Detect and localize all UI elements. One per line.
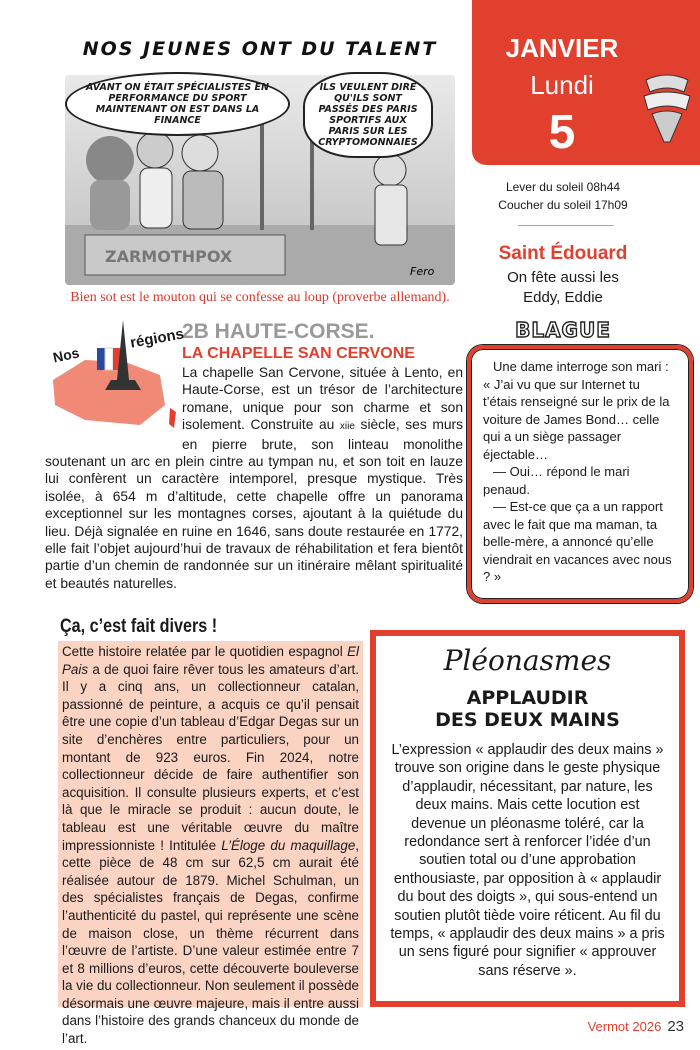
sun-times [472,178,654,214]
painting-title: L’Éloge du maquillage [221,837,356,853]
weekday: Lundi [530,70,594,100]
nos-regions-logo [45,312,186,438]
fait-divers-text: a de quoi faire rêver tous les amateurs d’art. Il y a cinq ans, un collectionneur catalan, passionné de peinture, a acquis ce qu’il pensait être une copie d’un tableau d’Edgar Degas sur un site d’enchères entre particuliers, pour un montant de 923 euros. Fin 2024, notre collectionneur décide de faire authentifier son acquisition. Il consulte plusieurs experts, et c’est là que le miracle se produit : aucun doute, le tableau est une véritable œuvre du maître impressionniste ! Intitulée [62,661,359,853]
footer-brand: Vermot 2026 [587,1019,662,1034]
cartoon-title: NOS JEUNES ONT DU TALENT [82,38,438,60]
fait-divers-box [58,641,363,1047]
logo-word-nos: Nos [51,344,81,366]
speech-bubble-right: ILS VEULENT DIRE QU'ILS SONT PASSÉS DES PARIS SPORTIFS AUX PARIS SUR LES CRYPTOMONNAIES [303,72,433,158]
page-number: 23 [667,1018,684,1035]
fait-divers-text: Cette histoire relatée par le quotidien espagnol [62,644,348,659]
logo-word-regions: régions [128,325,186,352]
cartoon [55,30,465,285]
page-footer [588,1018,684,1035]
fait-divers-text: , cette pièce de 48 cm sur 62,5 cm aurait été réalisée autour de 1879. Michel Schulman, un des spécialistes français de Degas, confirme l’authenticité du pastel, qui représente une scène de maison close, un thème récurrent dans l’œuvre de l’artiste. D’une valeur estimée entre 7 et 8 millions d’euros, cette découverte bouleverse la vie du collectionneur. Non seulement il possède désormais une œuvre majeure, mais il entre aussi dans l’histoire des grands chanceux du monde de l’art. [62,837,360,1047]
blague-paragraph: — Est-ce que ça a un rapport avec le fait que ma maman, ta belle-mère, a annoncé qu’elle viendrait en vacances avec nous ? » [483,499,672,584]
pleonasme-heading [386,687,669,731]
month: JANVIER [505,33,619,63]
blague-title: BLAGUE [515,318,611,342]
proverb-caption: Bien sot est le mouton qui se confesse au loup (proverbe allemand). [70,290,450,305]
fait-divers-title: Ça, c’est fait divers ! [60,616,218,637]
speech-bubble-left: AVANT ON ÉTAIT SPÉCIALISTES EN PERFORMANCE DU SPORT MAINTENANT ON EST DANS LA FINANCE [65,72,290,136]
date-block [472,0,700,165]
signature: Fero [410,265,435,278]
century: xiie [339,421,355,433]
also-celebrated: On fête aussi les Eddy, Eddie [507,269,619,306]
blague-paragraph: — Oui… répond le mari penaud. [483,464,630,497]
vermot-seal-logo [640,62,694,146]
region-text: siècle, ses murs en pierre brute, son linteau monolithe soutenant un arc en plein cintre au tympan nu, et son toit en lauze lui confèrent un caractère intemporel, presque mystique. Très isolée, à 654 m d’altitude, cette chapelle offre un panorama exceptionnel sur les montagnes corses, ajoutant à la quiétude du lieu. Déjà signalée en ruine en 1646, sans doute restaurée en 1772, elle fait l’objet aujourd’hui de travaux de réhabilitation et fera bientôt partie d’un chemin de randonnée sur un itinéraire mêlant spiritualité et beautés naturelles. [45,417,463,591]
sunrise: Lever du soleil 08h44 [505,180,621,194]
region-subtitle: LA CHAPELLE SAN CERVONE [182,345,415,362]
pleonasme-text: L’expression « applaudir des deux mains » trouve son origine dans le geste physique d’applaudir, nécessitant, par nature, les deux mains. Mais cette locution est devenue un pléonasme toléré, car la redondance sert à renforcer l’idée d’un soutien total ou d’une approbation enthousiaste, par opposition à « applaudir du bout des doigts », qui sous-entend un soutien plutôt tiède voire réticent. Au fil du temps, « applaudir des deux mains » a pris un sens figuré pour signifier « approuver sans réserve ». [390,742,665,979]
heading-line: APPLAUDIR [466,687,589,709]
pleonasmes-box [370,630,685,1007]
region-text: La chapelle San Cervone, située à Lento, en Haute-Corse, est un trésor de l’architecture romane, unique pour son charme et son isolement. Construite au [182,365,463,433]
regions-article [45,312,463,592]
divider [518,225,614,226]
day-number: 5 [548,106,576,159]
newspaper-name: El Pais [62,644,359,677]
pleonasmes-title: Pléonasmes [443,644,612,677]
saint-of-day: Saint Édouard [498,243,628,264]
heading-line: DES DEUX MAINS [435,709,620,731]
blague-paragraph: Une dame interroge son mari : « J’ai vu que sur Internet tu t’étais renseigné sur le prix de la voiture de James Bond… celle qui a un siège passager éjectable… [483,359,670,462]
region-title: 2B HAUTE-CORSE. [182,320,375,343]
sunset: Coucher du soleil 17h09 [498,198,628,212]
graffiti: ZARMOTHPOX [105,247,233,266]
blague-box [467,345,693,603]
